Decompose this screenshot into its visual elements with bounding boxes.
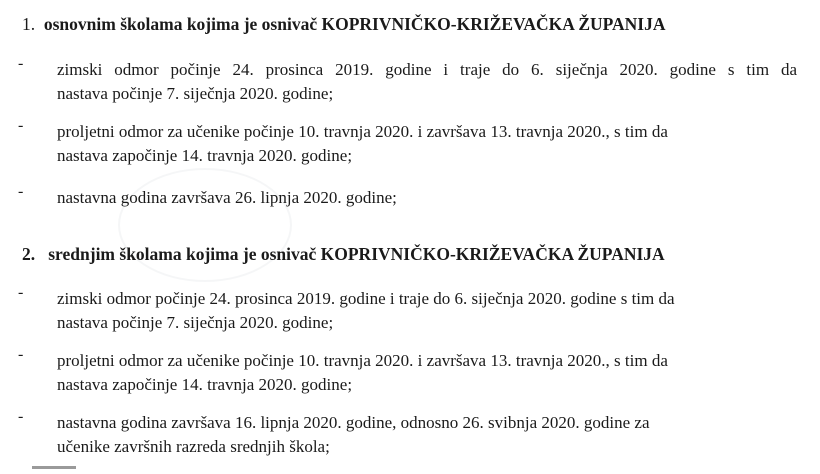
section-1-number: 1. xyxy=(22,14,36,34)
list-item-line: nastava započinje 14. travnja 2020. godine; xyxy=(57,375,353,394)
list-item-line: zimski odmor počinje 24. prosinca 2019. godine i traje do 6. siječnja 2020. godine s tim da xyxy=(57,289,675,308)
bullet-dash: - xyxy=(18,284,24,301)
list-item-line: zimski odmor počinje 24. prosinca 2019. godine i traje do 6. siječnja 2020. godine s tim da xyxy=(57,60,797,79)
list-item-text xyxy=(57,349,797,397)
section-1-title: osnovnim školama kojima je osnivač KOPRIVNIČKO-KRIŽEVAČKA ŽUPANIJA xyxy=(43,14,666,34)
list-item-text xyxy=(57,186,797,210)
bullet-dash: - xyxy=(18,346,24,363)
list-item-line: učenike završnih razreda srednjih škola; xyxy=(57,437,330,456)
section-1-heading xyxy=(22,16,666,34)
list-item-line: nastava započinje 14. travnja 2020. godine; xyxy=(57,146,353,165)
list-item-text xyxy=(57,120,797,168)
bullet-dash: - xyxy=(18,117,24,134)
bullet-dash: - xyxy=(18,408,24,425)
bullet-dash: - xyxy=(18,55,24,72)
list-item-line: proljetni odmor za učenike počinje 10. travnja 2020. i završava 13. travnja 2020., s tim da xyxy=(57,122,668,141)
list-item-text xyxy=(57,411,797,459)
list-item-line: nastava počinje 7. siječnja 2020. godine; xyxy=(57,84,334,103)
list-item-line: nastavna godina završava 26. lipnja 2020. godine; xyxy=(57,188,397,207)
section-2-title: srednjim školama kojima je osnivač KOPRIVNIČKO-KRIŽEVAČKA ŽUPANIJA xyxy=(48,244,665,264)
section-2-heading xyxy=(22,246,665,264)
section-2-number: 2. xyxy=(22,244,36,264)
cropped-next-line-fragment xyxy=(32,466,76,469)
list-item-line: nastavna godina završava 16. lipnja 2020. godine, odnosno 26. svibnja 2020. godine za xyxy=(57,413,650,432)
list-item-line: nastava počinje 7. siječnja 2020. godine; xyxy=(57,313,334,332)
list-item-line: proljetni odmor za učenike počinje 10. travnja 2020. i završava 13. travnja 2020., s tim da xyxy=(57,351,668,370)
bullet-dash: - xyxy=(18,183,24,200)
list-item-text xyxy=(57,287,797,335)
list-item-text xyxy=(57,58,797,106)
